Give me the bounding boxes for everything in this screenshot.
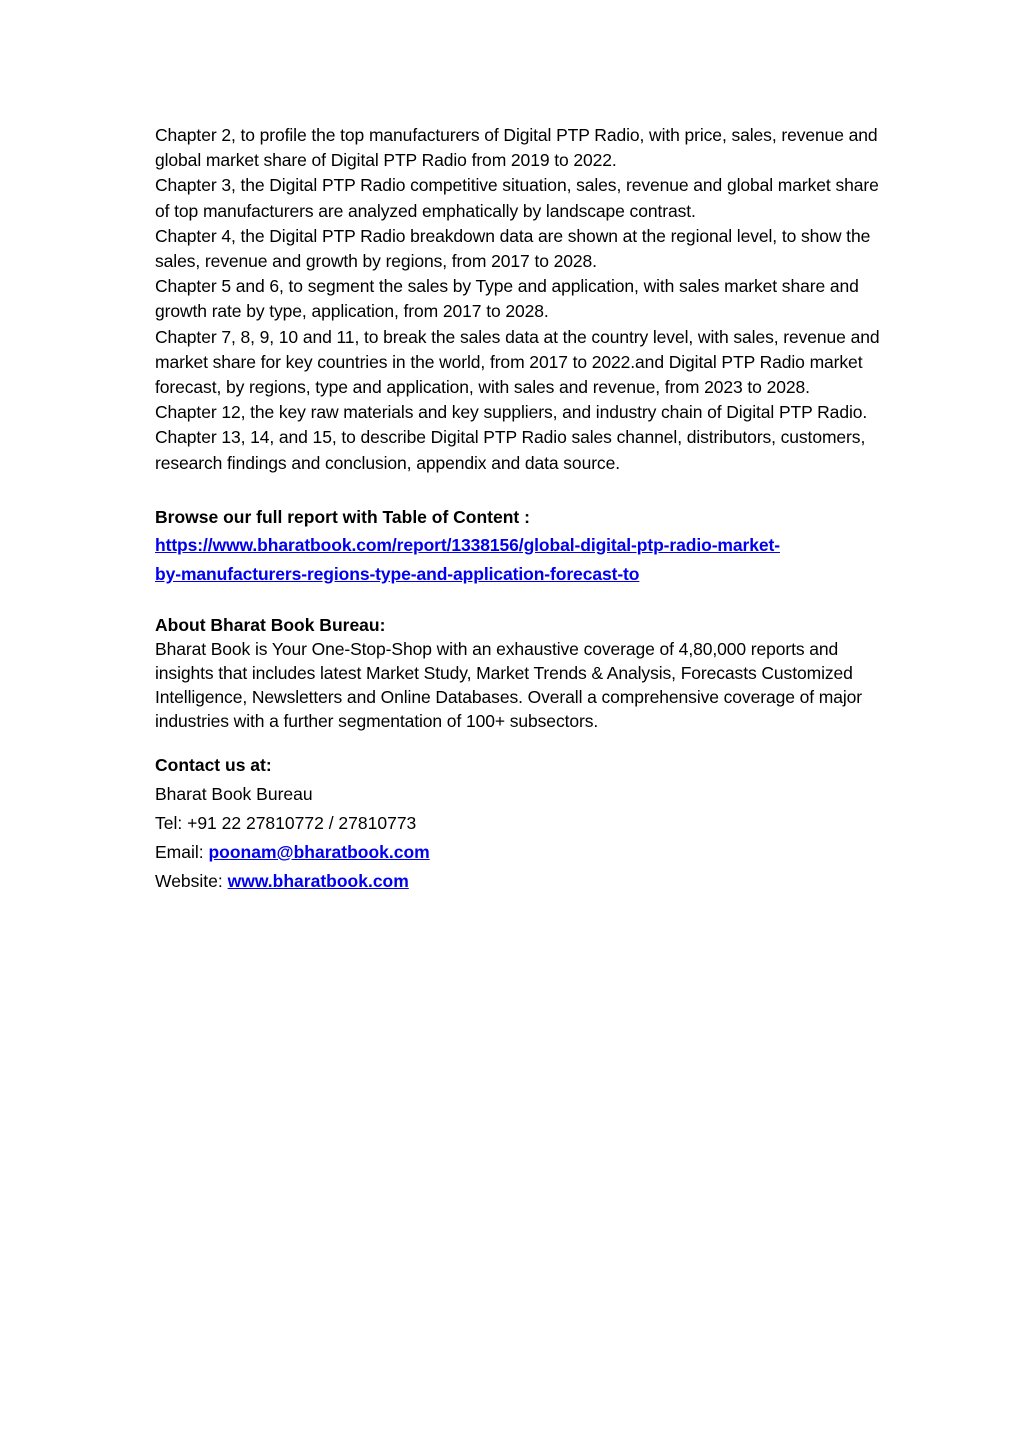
chapter-paragraph: Chapter 5 and 6, to segment the sales by Type and application, with sales market share and growth rate by type, application, from 2017 to 2028. [155,276,859,322]
chapter-paragraph: Chapter 3, the Digital PTP Radio competitive situation, sales, revenue and global market share of top manufacturers are analyzed emphatically by landscape contrast. [155,175,879,221]
about-heading: About Bharat Book Bureau: [155,614,386,635]
chapter-paragraph: Chapter 13, 14, and 15, to describe Digital PTP Radio sales channel, distributors, customers, research findings and conclusion, appendix and data source. [155,427,866,473]
browse-heading: Browse our full report with Table of Content : [155,506,530,527]
chapter-paragraph: Chapter 2, to profile the top manufacturers of Digital PTP Radio, with price, sales, revenue and global market share of Digital PTP Radio from 2019 to 2022. [155,125,878,171]
report-link[interactable] [155,531,880,589]
chapter-paragraph: Chapter 4, the Digital PTP Radio breakdown data are shown at the regional level, to show the sales, revenue and growth by regions, from 2017 to 2028. [155,225,871,272]
about-text: Bharat Book is Your One-Stop-Shop with an exhaustive coverage of 4,80,000 reports and insights that includes latest Market Study, Market Trends & Analysis, Forecasts Customized Intelligence, Newsletters and Online Databases. Overall a comprehensive coverage of major industries with a further segmentation of 100+ subsectors. [155,638,863,731]
chapter-paragraph: Chapter 12, the key raw materials and key suppliers, and industry chain of Digital PTP Radio. [155,402,868,423]
document-content [155,123,880,896]
report-link-line-2: by-manufacturers-regions-type-and-application-forecast-to [155,563,640,584]
contact-company: Bharat Book Bureau [155,783,313,804]
email-link[interactable]: poonam@bharatbook.com [208,841,430,862]
contact-phone: Tel: +91 22 27810772 / 27810773 [155,812,417,833]
website-link[interactable]: www.bharatbook.com [227,870,409,891]
contact-email-row [155,838,880,867]
report-link-line-1: https://www.bharatbook.com/report/1338156/global-digital-ptp-radio-market- [155,534,780,555]
email-label: Email: [155,841,209,862]
website-label: Website: [155,870,228,891]
contact-heading: Contact us at: [155,754,272,775]
chapter-list [155,123,880,476]
contact-website-row [155,867,880,896]
chapter-paragraph: Chapter 7, 8, 9, 10 and 11, to break the sales data at the country level, with sales, revenue and market share for key countries in the world, from 2017 to 2022.and Digital PTP Radio market forecast, by regions, type and application, with sales and revenue, from 2023 to 2028. [155,326,880,398]
